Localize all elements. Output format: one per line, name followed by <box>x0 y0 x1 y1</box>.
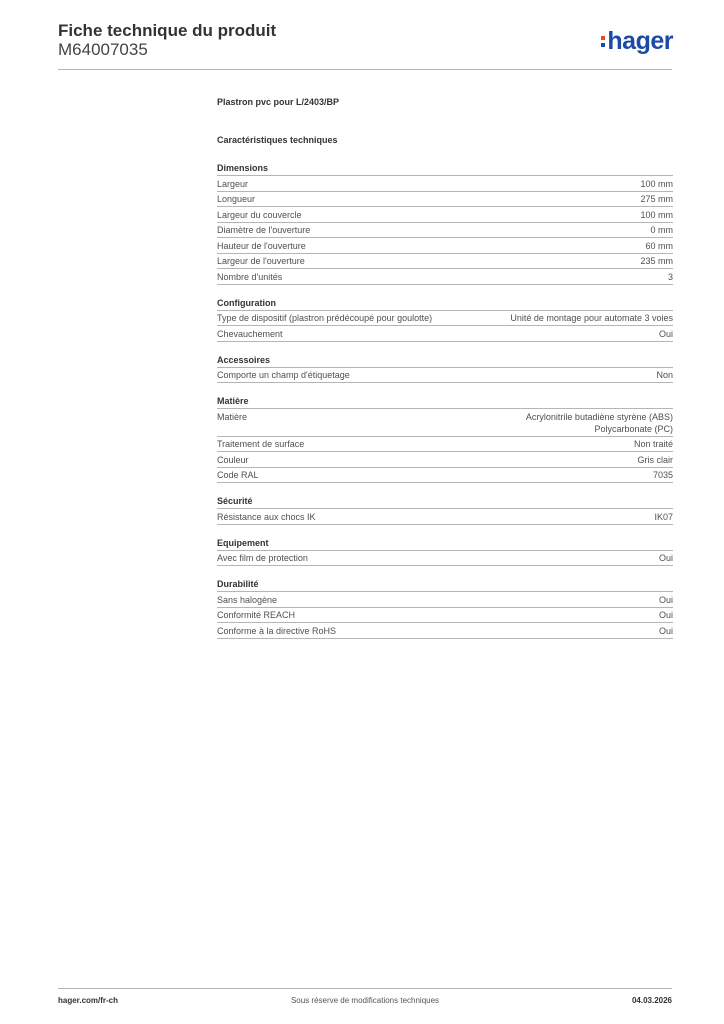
footer-note: Sous réserve de modifications techniques <box>290 996 440 1005</box>
document-title: Fiche technique du produit <box>58 21 277 40</box>
spec-row <box>217 608 673 624</box>
spec-label: Hauteur de l'ouverture <box>217 240 306 251</box>
logo-text: hager <box>607 26 673 55</box>
spec-label: Code RAL <box>217 470 259 480</box>
spec-row <box>217 437 673 453</box>
spec-row <box>217 452 673 468</box>
spec-value: 60 mm <box>645 240 673 251</box>
spec-row <box>217 409 673 437</box>
spec-value: 7035 <box>652 470 673 480</box>
spec-label: Chevauchement <box>217 328 283 339</box>
group-title: Dimensions <box>217 160 673 176</box>
group-title: Accessoires <box>217 352 673 368</box>
product-name: Plastron pvc pour L/2403/BP <box>217 97 340 107</box>
spec-label: Nombre d'unités <box>217 271 283 282</box>
page-header <box>58 20 673 70</box>
spec-row <box>217 254 673 270</box>
group-title: Matière <box>217 393 673 409</box>
spec-value: 3 <box>667 271 673 282</box>
spec-group <box>217 160 673 285</box>
product-reference: M64007035 <box>58 40 148 59</box>
spec-row <box>217 238 673 254</box>
spec-value: Oui <box>658 625 673 636</box>
spec-value: Oui <box>658 553 673 563</box>
spec-row <box>217 592 673 608</box>
spec-row <box>217 326 673 342</box>
spec-row <box>217 223 673 239</box>
header-divider <box>58 69 672 70</box>
spec-value: Oui <box>658 328 673 339</box>
spec-row <box>217 623 673 639</box>
spec-row <box>217 269 673 285</box>
spec-value: 100 mm <box>640 209 673 220</box>
footer-url-link[interactable]: hager.com/fr-ch <box>58 996 119 1005</box>
section-title: Caractéristiques techniques <box>217 135 338 145</box>
spec-label: Couleur <box>217 454 249 465</box>
spec-label: Largeur du couvercle <box>217 209 302 220</box>
spec-value: 0 mm <box>650 225 673 235</box>
spec-value: 275 mm <box>640 194 673 204</box>
spec-group <box>217 295 673 342</box>
spec-value: 100 mm <box>640 178 673 189</box>
logo-dots-icon <box>601 36 605 47</box>
spec-row <box>217 468 673 484</box>
spec-label: Traitement de surface <box>217 439 305 449</box>
spec-label: Conformité REACH <box>217 610 296 620</box>
hager-logo <box>601 26 673 56</box>
spec-group <box>217 535 673 567</box>
spec-label: Diamètre de l'ouverture <box>217 225 311 235</box>
spec-row <box>217 368 673 384</box>
spec-group <box>217 393 673 483</box>
footer-date: 04.03.2026 <box>631 996 672 1005</box>
spec-label: Largeur <box>217 178 249 189</box>
spec-label: Longueur <box>217 194 256 204</box>
spec-group <box>217 493 673 525</box>
spec-value: IK07 <box>654 511 673 522</box>
spec-row <box>217 192 673 208</box>
spec-label: Type de dispositif (plastron prédécoupé pour goulotte) <box>217 313 433 323</box>
spec-value: Non traité <box>633 439 673 449</box>
spec-value: Non <box>656 370 673 380</box>
spec-sheet <box>217 96 673 649</box>
spec-groups <box>217 160 673 639</box>
spec-value: Gris clair <box>637 454 673 465</box>
spec-label: Avec film de protection <box>217 553 308 563</box>
spec-row <box>217 509 673 525</box>
spec-label: Résistance aux chocs IK <box>217 511 316 522</box>
spec-group <box>217 576 673 639</box>
spec-label: Matière <box>217 411 248 422</box>
group-title: Equipement <box>217 535 673 551</box>
spec-label: Largeur de l'ouverture <box>217 256 305 266</box>
group-title: Durabilité <box>217 576 673 592</box>
footer-divider <box>58 988 672 989</box>
spec-value: Oui <box>658 594 673 605</box>
spec-value: 235 mm <box>640 256 673 266</box>
spec-label: Conforme à la directive RoHS <box>217 625 337 636</box>
spec-value: Acrylonitrile butadiène styrène (ABS) Polycarbonate (PC) <box>525 411 673 434</box>
spec-row <box>217 551 673 567</box>
spec-label: Comporte un champ d'étiquetage <box>217 370 350 380</box>
spec-label: Sans halogène <box>217 594 278 605</box>
spec-value: Unité de montage pour automate 3 voies <box>510 313 673 323</box>
spec-group <box>217 352 673 384</box>
group-title: Configuration <box>217 295 673 311</box>
spec-row <box>217 311 673 327</box>
group-title: Sécurité <box>217 493 673 509</box>
spec-row <box>217 176 673 192</box>
spec-value: Oui <box>658 610 673 620</box>
spec-row <box>217 207 673 223</box>
